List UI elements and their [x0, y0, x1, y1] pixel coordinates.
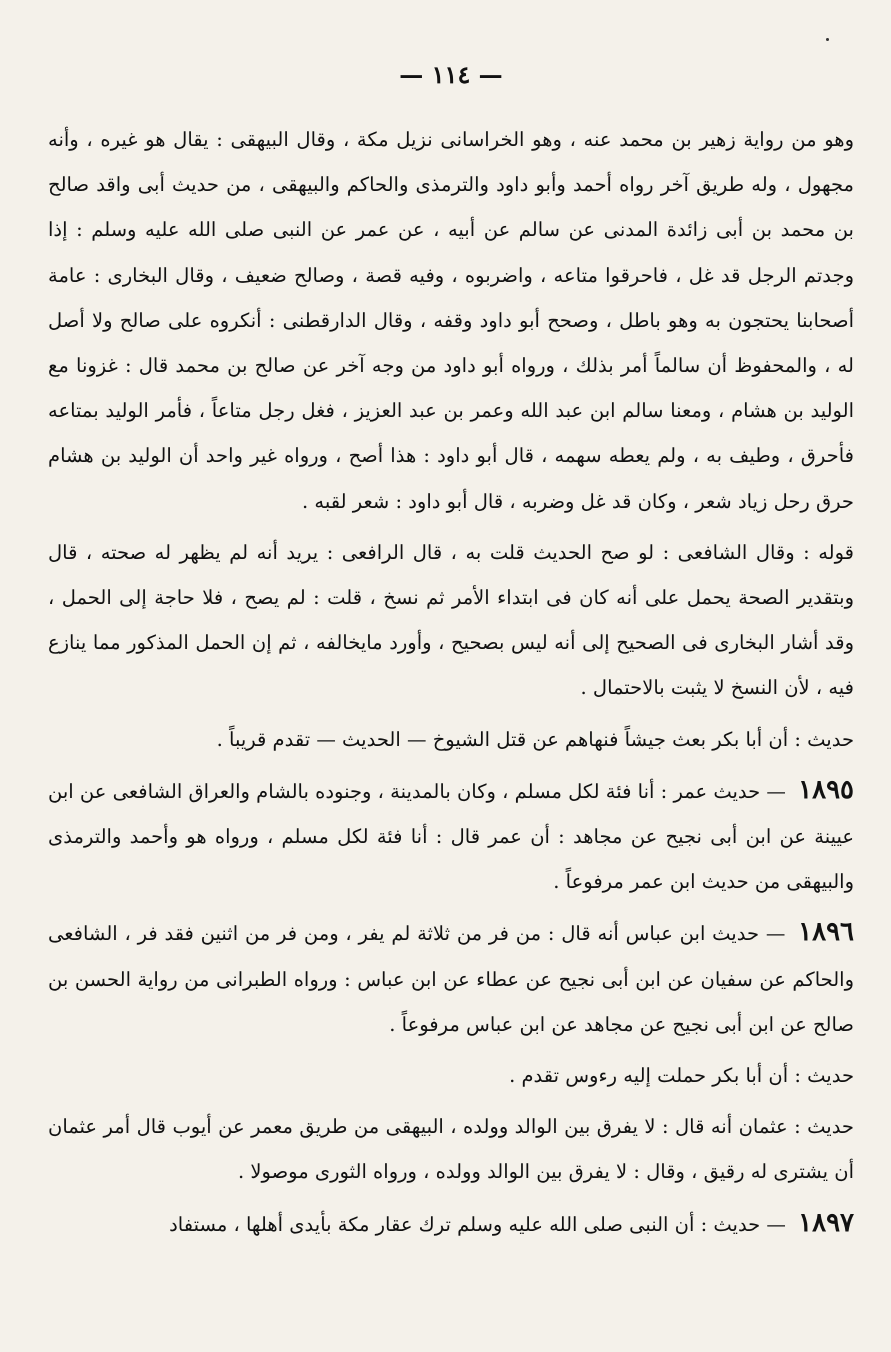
entry-text: — حديث عمر : أنا فئة لكل مسلم ، وكان بالمدينة ، وجنوده بالشام والعراق الشافعى عن ابن عيينة عن ابن أبى نجيح عن مجاهد : أن عمر قال : أنا فئة لكل مسلم ، ورواه هو وأحمد والترمذى والبيهقى من حديث ابن عمر مرفوعاً .	[48, 779, 854, 894]
paragraph-text: وهو من رواية زهير بن محمد عنه ، وهو الخراسانى نزيل مكة ، وقال البيهقى : يقال هو غيره ، وأنه مجهول ، وله طريق آخر رواه أحمد وأبو داود والترمذى والحاكم والبيهقى ، من حديث أبى واقد صالح بن محمد بن أبى زائدة المدنى عن سالم عن أبيه ، عن عمر عن النبى صلى الله عليه وسلم : إذا وجدتم الرجل قد غل ، فاحرقوا متاعه ، واضربوه ، وفيه قصة ، وصالح ضعيف ، وقال البخارى : عامة أصحابنا يحتجون به وهو باطل ، وصحح أبو داود وقفه ، وقال الدارقطنى : أنكروه على صالح ولا أصل له ، والمحفوظ أن سالماً أمر بذلك ، ورواه أبو داود من وجه آخر عن صالح بن محمد قال : غزونا مع الوليد بن هشام ، ومعنا سالم ابن عبد الله وعمر بن عبد العزيز ، فغل رجل متاعاً ، فأمر الوليد بمتاعه فأحرق ، وطيف به ، ولم يعطه سهمه ، قال أبو داود : هذا أصح ، ورواه غير واحد أن الوليد بن هشام حرق رحل زياد شعر ، وكان قد غل وضربه ، قال أبو داود : شعر لقبه .	[48, 128, 854, 513]
paragraph-3	[48, 717, 854, 762]
paragraph-text: قوله : وقال الشافعى : لو صح الحديث قلت به ، قال الرافعى : يريد أنه لم يظهر له صحته ، قال وبتقدير الصحة يحمل على أنه كان فى ابتداء الأمر ثم نسخ ، قلت : لم يصح ، فلا حاجة إلى الحمل ، وقد أشار البخارى فى الصحيح إلى أنه ليس بصحيح ، وأورد مايخالفه ، ثم إن الحمل المذكور مما ينازع فيه ، لأن النسخ لا يثبت بالاحتمال .	[48, 540, 854, 700]
page-number: — ١١٤ —	[399, 60, 503, 89]
paragraph-text: حديث : أن أبا بكر بعث جيشاً فنهاهم عن قتل الشيوخ — الحديث — تقدم قريباً .	[216, 727, 854, 751]
paragraph-6	[48, 1053, 854, 1098]
entry-number: ١٨٩٦	[798, 917, 854, 948]
entry-text: — حديث : أن النبى صلى الله عليه وسلم ترك عقار مكة بأيدى أهلها ، مستفاد	[169, 1212, 786, 1236]
entry-1897	[48, 1201, 854, 1247]
paragraph-2	[48, 530, 854, 711]
book-page	[48, 60, 854, 1253]
entry-1896	[48, 910, 854, 1047]
paragraph-text: حديث : عثمان أنه قال : لا يفرق بين الوالد وولده ، البيهقى من طريق معمر عن أيوب قال أمر عثمان أن يشترى له رقيق ، وقال : لا يفرق بين الوالد وولده ، ورواه الثورى موصولا .	[48, 1115, 854, 1184]
paragraph-1	[48, 117, 854, 524]
entry-1895	[48, 768, 854, 905]
entry-number: ١٨٩٧	[798, 1207, 854, 1238]
ink-speck	[826, 38, 829, 41]
paragraph-text: حديث : أن أبا بكر حملت إليه رءوس تقدم .	[509, 1064, 854, 1088]
entry-text: — حديث ابن عباس أنه قال : من فر من ثلاثة لم يفر ، ومن فر من اثنين فقد فر ، الشافعى والحاكم عن سفيان عن ابن أبى نجيح عن عطاء عن ابن عباس : ورواه الطبرانى من رواية الحسن بن صالح عن ابن أبى نجيح عن مجاهد عن ابن عباس مرفوعاً .	[48, 922, 854, 1036]
entry-number: ١٨٩٥	[798, 774, 854, 805]
paragraph-7	[48, 1104, 854, 1194]
